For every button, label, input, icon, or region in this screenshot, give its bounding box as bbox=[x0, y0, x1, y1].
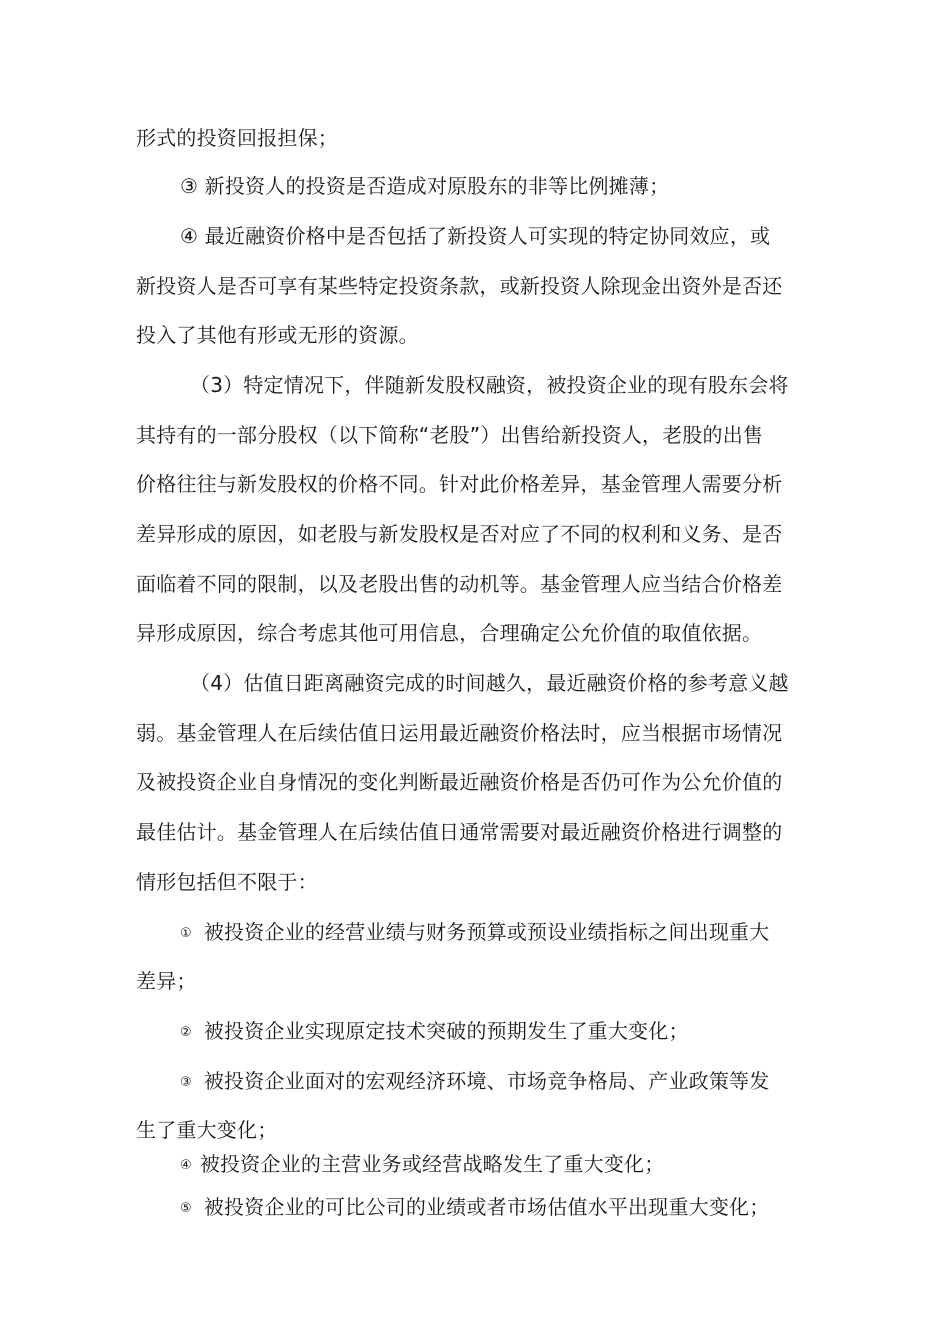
text-line: 差异； bbox=[136, 969, 197, 993]
text-line: 生了重大变化； bbox=[136, 1118, 278, 1142]
list-item-4: ④ 最近融资价格中是否包括了新投资人可实现的特定协同效应，或 bbox=[180, 224, 771, 248]
list-text: 被投资企业的主营业务或经营战略发生了重大变化； bbox=[199, 1152, 665, 1176]
text-line: 形式的投资回报担保； bbox=[136, 126, 338, 150]
sub-list-item-4 bbox=[180, 1151, 664, 1179]
list-marker: ⑤ bbox=[180, 1200, 192, 1216]
text-line: 价格往往与新发股权的价格不同。针对此价格差异，基金管理人需要分析 bbox=[136, 472, 783, 496]
list-marker: ③ bbox=[180, 1074, 192, 1090]
text-line: 异形成原因，综合考虑其他可用信息，合理确定公允价值的取值依据。 bbox=[136, 621, 763, 645]
list-text: 被投资企业实现原定技术突破的预期发生了重大变化； bbox=[203, 1019, 689, 1043]
list-marker: ④ bbox=[180, 1157, 192, 1173]
text-line: 新投资人是否可享有某些特定投资条款，或新投资人除现金出资外是否还 bbox=[136, 274, 783, 298]
text-line: 差异形成的原因，如老股与新发股权是否对应了不同的权利和义务、是否 bbox=[136, 522, 783, 546]
paragraph-4-line: （4）估值日距离融资完成的时间越久，最近融资价格的参考意义越 bbox=[190, 671, 789, 695]
text-line: 情形包括但不限于： bbox=[136, 870, 318, 894]
list-text: 被投资企业面对的宏观经济环境、市场竞争格局、产业政策等发 bbox=[203, 1069, 770, 1093]
text-line: 其持有的一部分股权（以下简称“老股”）出售给新投资人，老股的出售 bbox=[136, 423, 764, 447]
sub-list-item-1 bbox=[180, 919, 769, 947]
text-line: 弱。基金管理人在后续估值日运用最近融资价格法时，应当根据市场情况 bbox=[136, 721, 783, 745]
sub-list-item-5 bbox=[180, 1194, 769, 1222]
text-line: 投入了其他有形或无形的资源。 bbox=[136, 323, 419, 347]
list-text: 被投资企业的可比公司的业绩或者市场估值水平出现重大变化； bbox=[203, 1195, 770, 1219]
list-marker: ② bbox=[180, 1024, 192, 1040]
sub-list-item-3 bbox=[180, 1068, 769, 1096]
text-line: 及被投资企业自身情况的变化判断最近融资价格是否仍可作为公允价值的 bbox=[136, 770, 783, 794]
sub-list-item-2 bbox=[180, 1018, 689, 1046]
list-text: 被投资企业的经营业绩与财务预算或预设业绩指标之间出现重大 bbox=[203, 920, 770, 944]
list-marker: ① bbox=[180, 925, 192, 941]
text-line: 面临着不同的限制，以及老股出售的动机等。基金管理人应当结合价格差 bbox=[136, 572, 783, 596]
text-line: 最佳估计。基金管理人在后续估值日通常需要对最近融资价格进行调整的 bbox=[136, 820, 783, 844]
list-item-3: ③ 新投资人的投资是否造成对原股东的非等比例摊薄； bbox=[180, 174, 670, 198]
paragraph-3-line: （3）特定情况下，伴随新发股权融资，被投资企业的现有股东会将 bbox=[190, 373, 789, 397]
